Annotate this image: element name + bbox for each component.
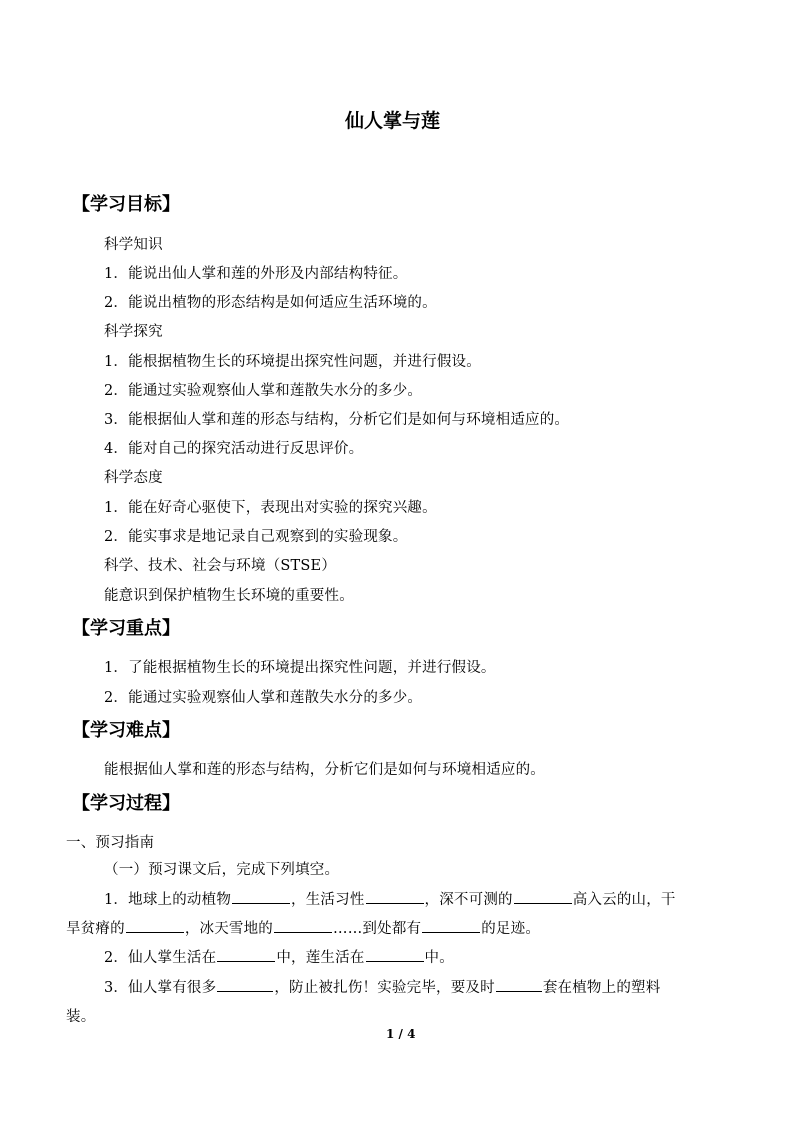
question-2 [104, 946, 454, 967]
inquiry-item: 2．能通过实验观察仙人掌和莲散失水分的多少。 [104, 383, 423, 399]
q3-text: ，防止被扎伤！实验完毕，要及时 [274, 980, 495, 996]
q1-text: ，冰天雪地的 [184, 921, 274, 937]
attitude-item: 1．能在好奇心驱使下，表现出对实验的探究兴趣。 [104, 500, 437, 516]
fill-blank[interactable] [422, 917, 480, 933]
inquiry-item: 4．能对自己的探究活动进行反思评价。 [104, 441, 364, 457]
q1-text: 1．地球上的动植物 [104, 892, 232, 908]
fill-blank[interactable] [217, 946, 275, 962]
q1-text: ，深不可测的 [424, 892, 513, 908]
q3-text: 3．仙人掌有很多 [104, 980, 217, 996]
fill-blank[interactable] [496, 976, 542, 992]
key-point-item: 1．了能根据植物生长的环境提出探究性问题，并进行假设。 [104, 660, 496, 676]
knowledge-item: 1．能说出仙人掌和莲的外形及内部结构特征。 [104, 266, 408, 282]
knowledge-item: 2．能说出植物的形态结构是如何适应生活环境的。 [104, 295, 437, 311]
difficulties-heading: 【学习难点】 [72, 720, 180, 741]
fill-blank[interactable] [232, 888, 290, 904]
inquiry-item: 3．能根据仙人掌和莲的形态与结构，分析它们是如何与环境相适应的。 [104, 412, 570, 428]
q1-text: ……到处都有 [333, 921, 422, 937]
preview-guide-heading: 一、预习指南 [66, 835, 155, 851]
key-points-heading: 【学习重点】 [72, 618, 180, 639]
stse-text: 能意识到保护植物生长环境的重要性。 [104, 588, 354, 604]
inquiry-label: 科学探究 [104, 324, 163, 340]
q1-text: 的足迹。 [481, 921, 541, 937]
difficulties-text: 能根据仙人掌和莲的形态与结构，分析它们是如何与环境相适应的。 [104, 762, 545, 778]
fill-blank[interactable] [366, 888, 424, 904]
fill-blank[interactable] [217, 976, 273, 992]
process-heading: 【学习过程】 [72, 793, 180, 814]
preview-instruction: （一）预习课文后，完成下列填空。 [104, 862, 340, 878]
q2-text: 中，莲生活在 [276, 950, 365, 966]
knowledge-label: 科学知识 [104, 237, 163, 253]
question-3-line-2: 装。 [66, 1009, 96, 1025]
question-1-line-2 [66, 917, 540, 938]
fill-blank[interactable] [274, 917, 332, 933]
q1-text: 高入云的山，干 [572, 892, 676, 908]
stse-label: 科学、技术、社会与环境（STSE） [104, 558, 337, 574]
q2-text: 中。 [424, 950, 454, 966]
key-point-item: 2．能通过实验观察仙人掌和莲散失水分的多少。 [104, 690, 423, 706]
q2-text: 2．仙人掌生活在 [104, 950, 217, 966]
attitude-label: 科学态度 [104, 470, 163, 486]
fill-blank[interactable] [366, 946, 424, 962]
goals-heading: 【学习目标】 [72, 194, 180, 215]
q1-text: 旱贫瘠的 [66, 921, 125, 937]
fill-blank[interactable] [514, 888, 572, 904]
q1-text: ，生活习性 [291, 892, 365, 908]
q3-text: 套在植物上的塑料 [542, 980, 661, 996]
page-number: 1 / 4 [386, 1027, 416, 1041]
question-1-line-1 [104, 888, 676, 909]
question-3-line-1 [104, 976, 660, 997]
page-title: 仙人掌与莲 [345, 110, 441, 132]
attitude-item: 2．能实事求是地记录自己观察到的实验现象。 [104, 529, 408, 545]
inquiry-item: 1．能根据植物生长的环境提出探究性问题，并进行假设。 [104, 354, 481, 370]
fill-blank[interactable] [126, 917, 184, 933]
